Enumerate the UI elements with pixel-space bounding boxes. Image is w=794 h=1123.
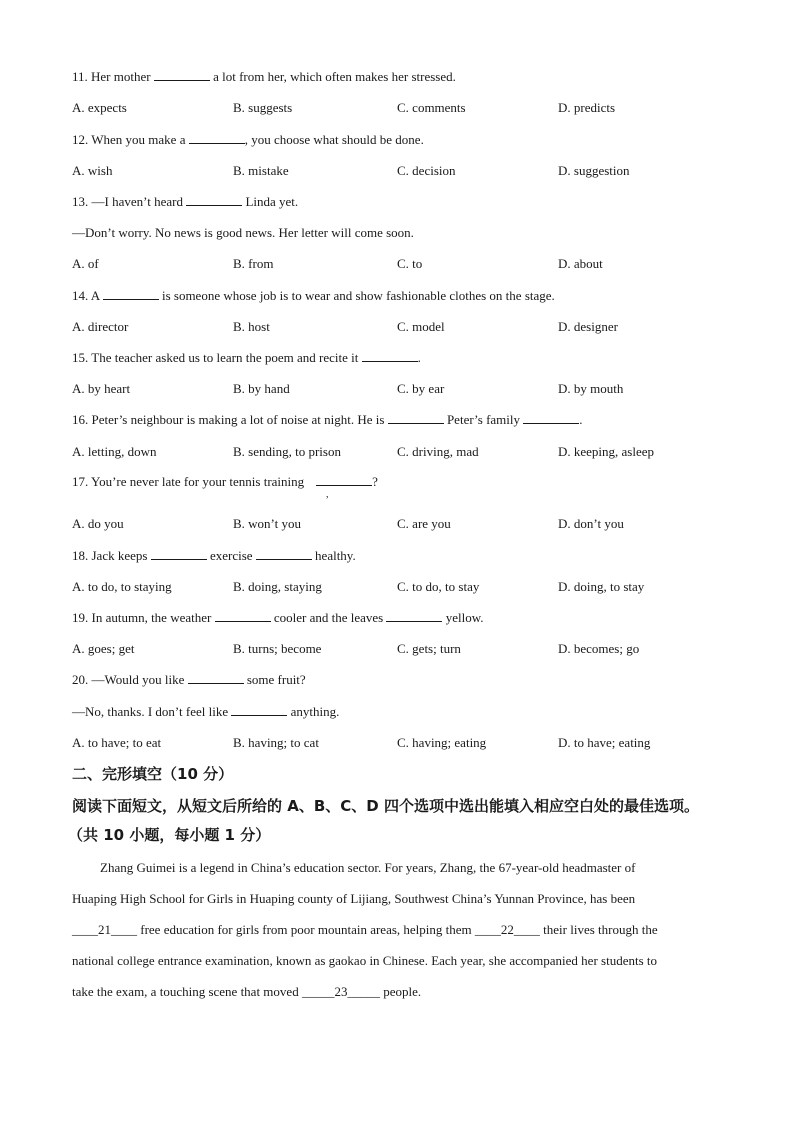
option-a: A. letting, down [72,444,157,459]
option-a: A. do you [72,516,124,531]
option-a: A. to do, to staying [72,579,172,594]
answer-blank [362,350,418,362]
option-b: B. sending, to prison [233,444,341,459]
question-11-options [0,100,794,116]
passage-text: free education for girls from poor mountain areas, helping them [137,922,475,937]
option-d: D. becomes; go [558,641,640,656]
question-20-stem [72,672,306,688]
stem-text: , you choose what should be done. [244,132,424,147]
option-b: B. won’t you [233,516,302,531]
option-b: B. host [233,319,270,334]
option-d: D. doing, to stay [558,579,645,594]
stem-text: . [417,350,421,365]
passage-line: Huaping High School for Girls in Huaping county of Lijiang, Southwest China’s Yunnan Province, has been [72,891,636,906]
option-d: D. about [558,256,603,271]
answer-blank [189,132,245,144]
question-14-stem [72,288,555,304]
stem-text: . [579,412,583,427]
question-14-options [0,319,794,335]
answer-blank [103,288,159,300]
option-c: C. decision [397,163,456,178]
question-15-stem [72,350,421,366]
passage-text: their lives through the [539,922,658,937]
stem-text: exercise [206,548,256,563]
passage-line: national college entrance examination, known as gaokao in Chinese. Each year, she accompanied her students to [72,953,657,968]
stem-text: 12. When you make a [72,132,189,147]
stem-text: cooler and the leaves [270,610,387,625]
answer-blank [215,610,271,622]
option-a: A. to have; to eat [72,735,162,750]
answer-blank [186,194,242,206]
answer-blank [188,672,244,684]
option-d: D. keeping, asleep [558,444,655,459]
question-16-stem [72,412,583,428]
option-c: C. comments [397,100,466,115]
option-a: A. wish [72,163,113,178]
option-d: D. by mouth [558,381,624,396]
option-d: D. don’t you [558,516,624,531]
stem-text: 15. The teacher asked us to learn the poem and recite it [72,350,362,365]
answer-blank [151,548,207,560]
option-c: C. by ear [397,381,445,396]
stem-text: 16. Peter’s neighbour is making a lot of noise at night. He is [72,412,388,427]
question-18-options [0,579,794,595]
option-d: D. designer [558,319,618,334]
cloze-blank-23: _____23_____ [301,984,380,999]
option-d: D. to have; eating [558,735,651,750]
option-c: C. to [397,256,423,271]
section-instruction: 阅读下面短文，从短文后所给的 A、B、C、D 四个选项中选出能填入相应空白处的最佳选项。 [72,797,699,815]
comma-mark: , [326,489,329,500]
option-a: A. director [72,319,129,334]
question-16-options [0,444,794,460]
option-b: B. doing, staying [233,579,322,594]
question-17-stem [72,474,378,490]
question-13-options [0,256,794,272]
answer-blank [231,704,287,716]
cloze-blank-22: ____22____ [474,922,540,937]
question-15-options [0,381,794,397]
option-c: C. driving, mad [397,444,479,459]
option-c: C. are you [397,516,451,531]
passage-text: take the exam, a touching scene that moved [72,984,302,999]
option-c: C. having; eating [397,735,487,750]
option-b: B. turns; become [233,641,322,656]
stem-text: 19. In autumn, the weather [72,610,215,625]
stem-text: anything. [287,704,340,719]
answer-blank [388,412,444,424]
question-18-stem [72,548,356,564]
option-b: B. by hand [233,381,290,396]
answer-blank [256,548,312,560]
question-12-options [0,163,794,179]
passage-text: people. [379,984,422,999]
stem-text: healthy. [311,548,356,563]
stem-text: 17. You’re never late for your tennis training [72,474,305,489]
stem-text: 20. —Would you like [72,672,188,687]
option-a: A. by heart [72,381,131,396]
stem-text: Linda yet. [242,194,299,209]
section-title: 二、完形填空（10 分） [72,765,234,783]
stem-text: 14. A [72,288,103,303]
stem-text: ? [372,474,378,489]
question-19-options [0,641,794,657]
option-b: B. suggests [233,100,293,115]
option-a: A. expects [72,100,127,115]
option-b: B. having; to cat [233,735,319,750]
option-b: B. mistake [233,163,289,178]
option-d: D. predicts [558,100,616,115]
stem-text: 11. Her mother [72,69,154,84]
option-a: A. goes; get [72,641,135,656]
section-instruction-note: （共 10 小题，每小题 1 分） [68,826,271,844]
passage-line [72,922,658,938]
question-13-stem [72,194,298,210]
cloze-blank-21: ____21____ [72,922,137,937]
question-13-reply: —Don’t worry. No news is good news. Her letter will come soon. [72,225,414,240]
option-a: A. of [72,256,99,271]
stem-text: Peter’s family [443,412,524,427]
question-20-options [0,735,794,751]
question-19-stem [72,610,484,626]
stem-text: a lot from her, which often makes her stressed. [209,69,456,84]
stem-text: is someone whose job is to wear and show fashionable clothes on the stage. [158,288,555,303]
question-12-stem [72,132,424,148]
option-c: C. to do, to stay [397,579,480,594]
option-b: B. from [233,256,274,271]
stem-text: 13. —I haven’t heard [72,194,187,209]
option-c: C. model [397,319,445,334]
stem-text: yellow. [442,610,484,625]
stem-text: —No, thanks. I don’t feel like [72,704,232,719]
stem-text: some fruit? [243,672,306,687]
passage-line: Zhang Guimei is a legend in China’s education sector. For years, Zhang, the 67-year-old headmaster of [100,860,636,875]
passage-line [72,984,421,1000]
question-17-options [0,516,794,532]
answer-blank [316,474,372,486]
option-c: C. gets; turn [397,641,461,656]
question-11-stem [72,69,456,85]
answer-blank [154,69,210,81]
option-d: D. suggestion [558,163,630,178]
question-20-reply [72,704,339,720]
stem-text: 18. Jack keeps [72,548,151,563]
answer-blank [386,610,442,622]
answer-blank [523,412,579,424]
